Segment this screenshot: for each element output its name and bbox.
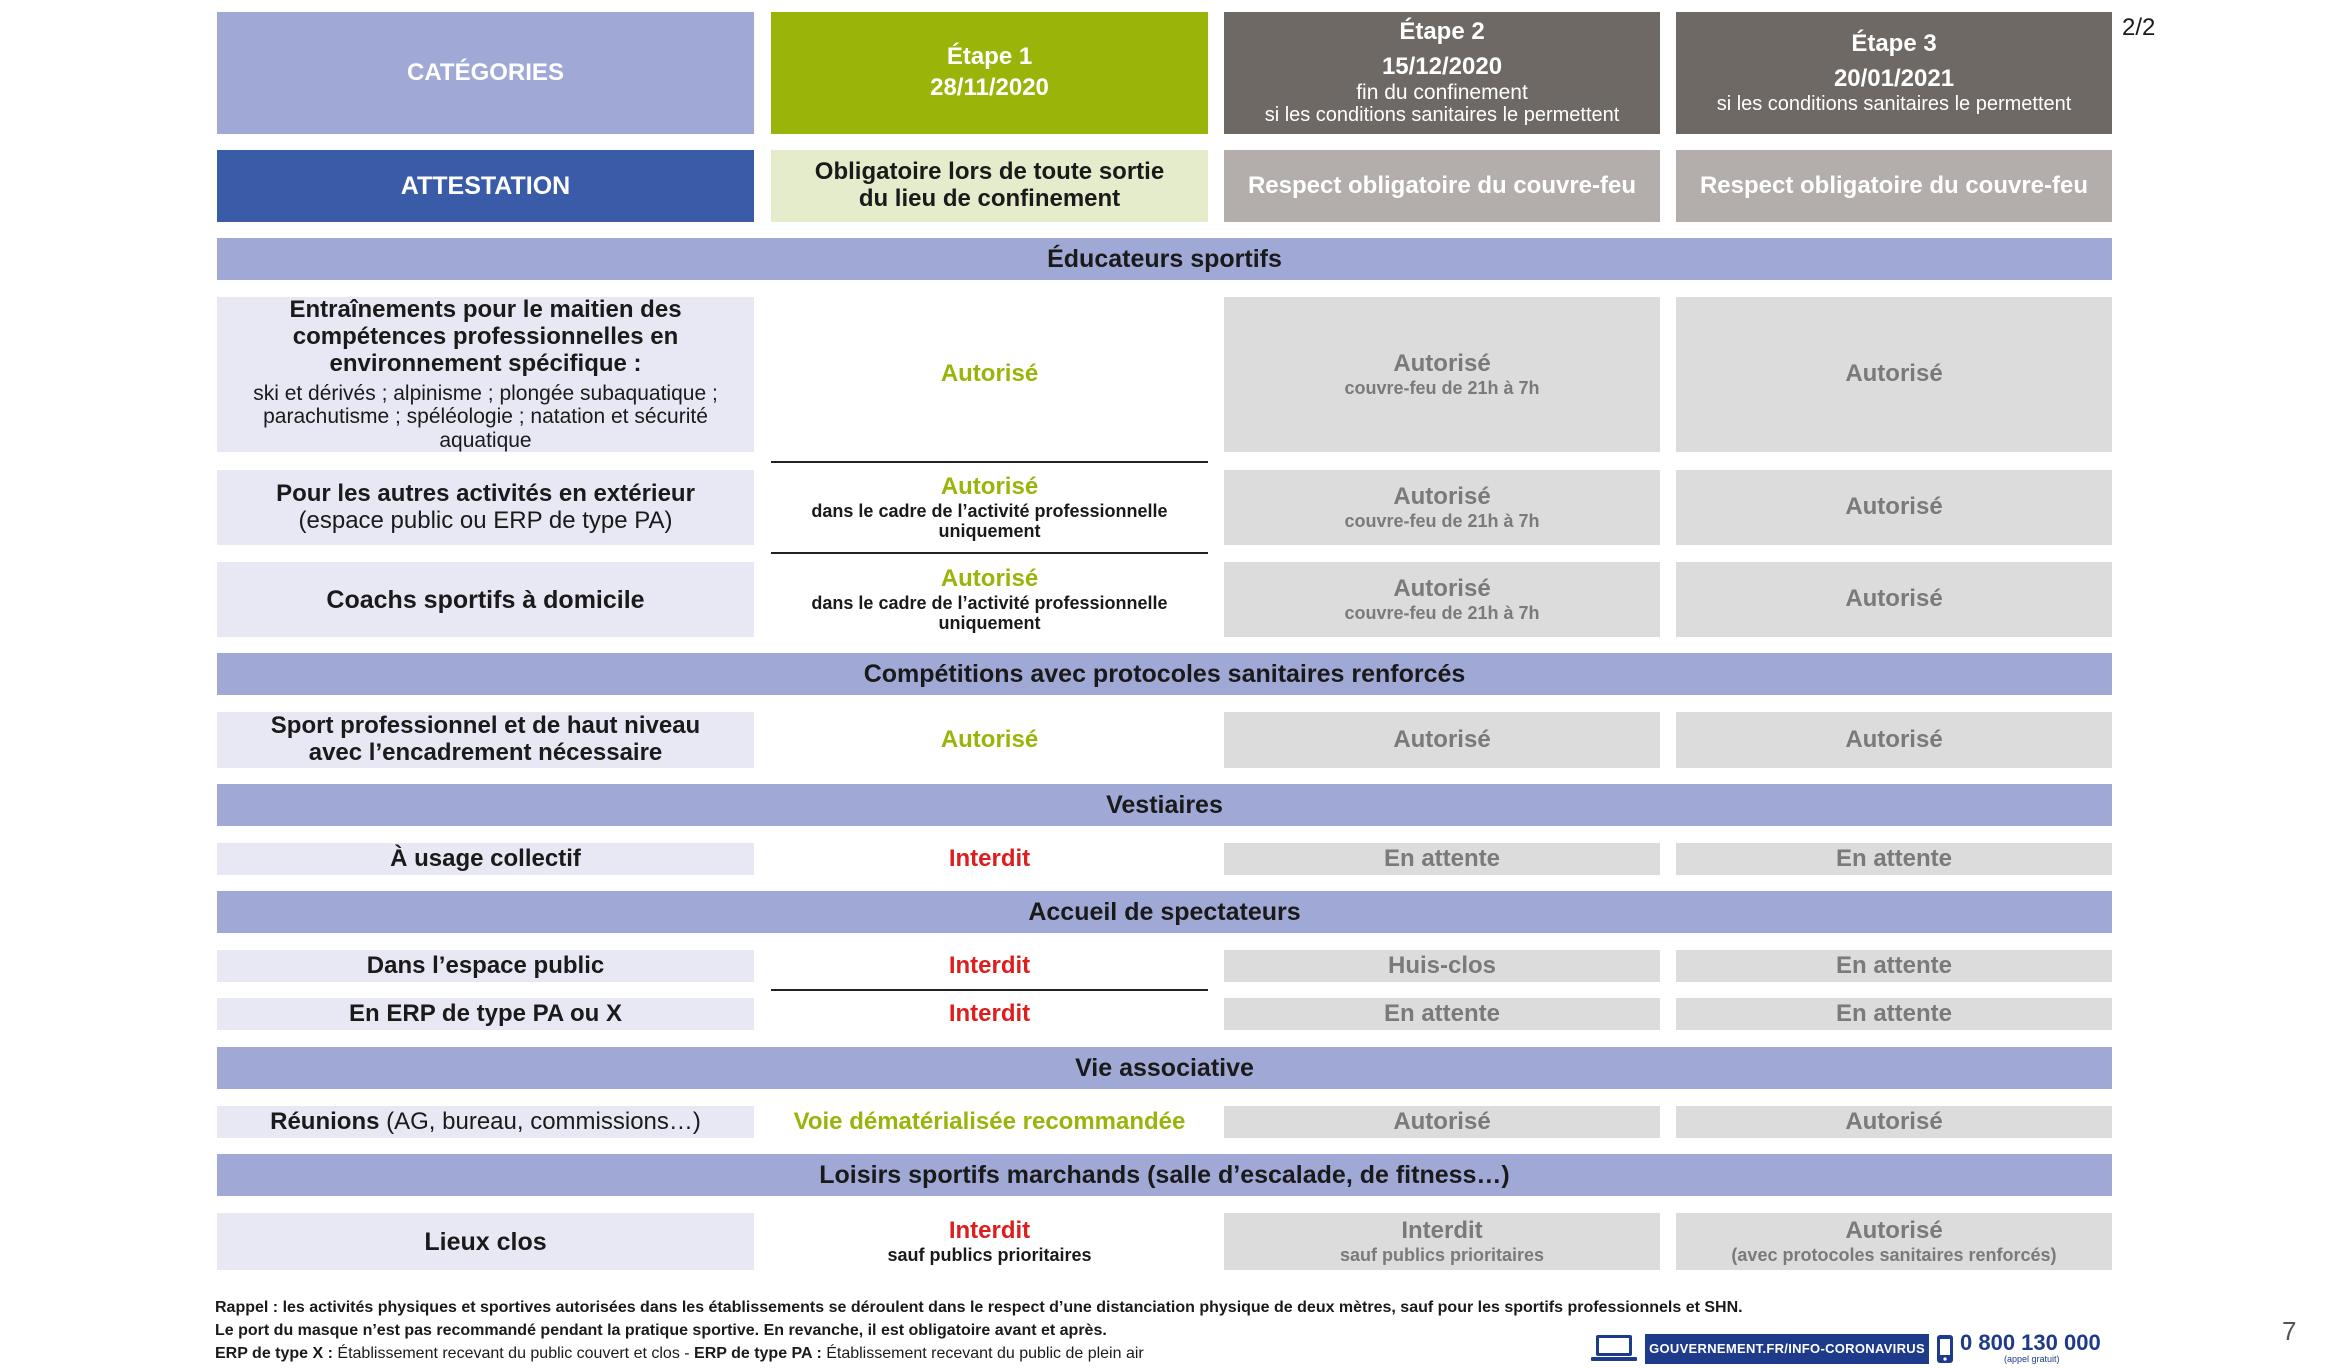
entrainements-detail3: aquatique [439,428,532,452]
gov-link-text[interactable]: GOUVERNEMENT.FR/INFO-CORONAVIRUS [1649,1340,1925,1356]
coachs-etape1-value: Autorisé [940,565,1039,593]
row-lieux-clos-etape3 [1676,1213,2112,1270]
lieux-clos-etape3-sub: (avec protocoles sanitaires renforcés) [1731,1244,2057,1265]
row-espace-public-etape3 [1676,950,2112,982]
row-reunions-label [217,1106,754,1138]
attestation-etape2: Respect obligatoire du couvre-feu [1247,171,1637,199]
etape1-header [771,12,1208,134]
phone-note: (appel gratuit) [2004,1354,2060,1364]
entrainements-etape2-value: Autorisé [1393,349,1491,377]
section-spectateurs: Accueil de spectateurs [217,891,2112,933]
sport-pro-etape2-value: Autorisé [1393,725,1491,753]
entrainements-etape3-value: Autorisé [1845,360,1943,388]
entrainements-etape1-value: Autorisé [940,360,1039,388]
divider-line [771,461,1208,463]
divider-line [771,552,1208,554]
etape2-header [1224,12,1660,134]
row-reunions-etape1 [771,1106,1208,1138]
etape3-header [1676,12,2112,134]
lieux-clos-etape2-sub: sauf publics prioritaires [1339,1244,1545,1265]
row-erp-etape2 [1224,998,1660,1030]
reunions-etape2-value: Autorisé [1393,1107,1491,1135]
row-usage-etape1 [771,843,1208,875]
row-coachs-etape1 [771,560,1208,640]
lieux-clos-etape1-sub: sauf publics prioritaires [887,1244,1092,1265]
footer-rappel: Rappel : les activités physiques et sportives autorisées dans les établissements se déroulent dans le respect d’une distanciation physique de deux mètres, sauf pour les sportifs professionnels et SHN. [215,1299,1743,1316]
exterieur-etape2-value: Autorisé [1393,482,1491,510]
section-vie-associative: Vie associative [217,1047,2112,1089]
row-exterieur-label [217,470,754,545]
reunions-etape3-value: Autorisé [1845,1107,1943,1135]
row-reunions-etape2 [1224,1106,1660,1138]
row-sport-pro-etape1 [771,712,1208,768]
exterieur-etape1-sub1: dans le cadre de l’activité professionnelle [811,501,1168,522]
divider-line [771,989,1208,991]
reunions-etape1-value: Voie dématérialisée recommandée [793,1107,1186,1135]
coachs-etape1-sub2: uniquement [938,613,1041,634]
coachs-etape2-sub: couvre-feu de 21h à 7h [1344,602,1540,623]
etape3-line1: si les conditions sanitaires le permettent [1716,92,2072,115]
etape3-date: 20/01/2021 [1833,64,1955,92]
usage-etape2-value: En attente [1383,844,1500,872]
row-lieux-clos-etape2 [1224,1213,1660,1270]
row-usage-label [217,843,754,875]
attestation-etape1-cell [771,150,1208,222]
row-lieux-clos-etape1 [771,1213,1208,1270]
row-erp-etape3 [1676,998,2112,1030]
row-entrainements-label [217,297,754,452]
row-coachs-etape2 [1224,562,1660,637]
row-espace-public-etape2 [1224,950,1660,982]
espace-public-etape2-value: Huis-clos [1387,951,1497,979]
page-counter: 2/2 [2122,14,2156,41]
espace-public-etape1-value: Interdit [948,951,1031,979]
exterieur-line2: (espace public ou ERP de type PA) [298,506,673,534]
exterieur-etape1-value: Autorisé [940,473,1039,501]
entrainements-line2: compétences professionnelles en [292,322,679,350]
entrainements-line3: environnement spécifique : [329,349,642,377]
section-educateurs: Éducateurs sportifs [217,238,2112,280]
attestation-label-cell [217,150,754,222]
row-erp-etape1 [771,998,1208,1030]
laptop-icon [1590,1334,1638,1362]
row-sport-pro-etape3 [1676,712,2112,768]
lieux-clos-etape3-value: Autorisé [1845,1216,1943,1244]
row-coachs-label [217,562,754,637]
erp-etape2-value: En attente [1383,999,1500,1027]
row-sport-pro-label [217,712,754,768]
attestation-label: ATTESTATION [400,172,571,200]
phone-icon [1936,1334,1954,1364]
coachs-etape2-value: Autorisé [1393,574,1491,602]
usage-etape1-value: Interdit [948,844,1031,872]
footer-masque: Le port du masque n’est pas recommandé pendant la pratique sportive. En revanche, il est obligatoire avant et après. [215,1322,1107,1339]
row-usage-etape3 [1676,843,2112,875]
attestation-etape1-line2: du lieu de confinement [858,185,1121,212]
slide-number: 7 [2282,1316,2297,1346]
row-erp-label [217,998,754,1030]
etape2-line2: si les conditions sanitaires le permettent [1264,104,1620,127]
section-vestiaires: Vestiaires [217,784,2112,826]
espace-public-etape3-value: En attente [1835,951,1952,979]
lieux-clos-label: Lieux clos [424,1227,547,1256]
categories-header [217,12,754,134]
section-competitions: Compétitions avec protocoles sanitaires renforcés [217,653,2112,695]
espace-public-label: Dans l’espace public [366,951,605,979]
usage-etape3-value: En attente [1835,844,1952,872]
entrainements-detail2: parachutisme ; spéléologie ; natation et sécurité [263,405,708,429]
attestation-etape3: Respect obligatoire du couvre-feu [1699,171,2089,199]
row-entrainements-etape1 [771,297,1208,452]
footer-erp-pa-text: Établissement recevant du public de plein air [821,1345,1144,1362]
row-exterieur-etape1 [771,468,1208,548]
row-entrainements-etape2 [1224,297,1660,452]
lieux-clos-etape1-value: Interdit [948,1216,1031,1244]
gov-link[interactable] [1645,1334,1929,1364]
sport-pro-line1: Sport professionnel et de haut niveau [270,712,701,740]
entrainements-line1: Entraînements pour le maitien des [289,297,682,323]
attestation-etape3-cell [1676,150,2112,222]
row-reunions-etape3 [1676,1106,2112,1138]
phone-number: 0 800 130 000 [1960,1330,2101,1355]
sport-pro-etape1-value: Autorisé [940,725,1039,753]
erp-label: En ERP de type PA ou X [349,999,622,1027]
coachs-etape3-value: Autorisé [1845,585,1943,613]
row-espace-public-etape1 [771,950,1208,982]
etape1-title: Étape 1 [946,43,1033,71]
footer-erp-x-label: ERP de type X : [215,1345,333,1362]
etape1-date: 28/11/2020 [930,74,1049,101]
sport-pro-etape3-value: Autorisé [1845,725,1943,753]
row-espace-public-label [217,950,754,982]
lieux-clos-etape2-value: Interdit [1401,1216,1483,1244]
etape2-date: 15/12/2020 [1381,53,1503,81]
entrainements-detail1: ski et dérivés ; alpinisme ; plongée subaquatique ; [253,381,718,405]
attestation-etape1-line1: Obligatoire lors de toute sortie [814,158,1165,186]
categories-label: CATÉGORIES [407,58,564,86]
exterieur-etape2-sub: couvre-feu de 21h à 7h [1344,510,1540,531]
footer-erp-pa-label: ERP de type PA : [694,1345,822,1362]
row-lieux-clos-label [217,1213,754,1270]
coachs-label: Coachs sportifs à domicile [326,585,645,614]
row-exterieur-etape2 [1224,470,1660,545]
exterieur-etape3-value: Autorisé [1845,493,1943,521]
row-sport-pro-etape2 [1224,712,1660,768]
attestation-etape2-cell [1224,150,1660,222]
exterieur-etape1-sub2: uniquement [938,521,1041,542]
usage-label: À usage collectif [390,844,581,872]
reunions-label-rest: (AG, bureau, commissions…) [379,1107,701,1135]
etape2-title: Étape 2 [1399,18,1485,46]
footer-erp-x-text: Établissement recevant du public couvert et clos - [332,1345,695,1362]
erp-etape1-value: Interdit [948,999,1031,1027]
section-loisirs: Loisirs sportifs marchands (salle d’escalade, de fitness…) [217,1154,2112,1196]
reunions-label-bold: Réunions [270,1107,380,1135]
etape3-title: Étape 3 [1851,29,1937,57]
sport-pro-line2: avec l’encadrement nécessaire [308,739,663,766]
exterieur-line1: Pour les autres activités en extérieur [276,479,695,507]
entrainements-etape2-sub: couvre-feu de 21h à 7h [1344,377,1540,398]
row-coachs-etape3 [1676,562,2112,637]
row-entrainements-etape3 [1676,297,2112,452]
etape2-line1: fin du confinement [1356,80,1528,104]
row-usage-etape2 [1224,843,1660,875]
row-exterieur-etape3 [1676,470,2112,545]
erp-etape3-value: En attente [1835,999,1952,1027]
coachs-etape1-sub1: dans le cadre de l’activité professionnelle [811,593,1168,614]
